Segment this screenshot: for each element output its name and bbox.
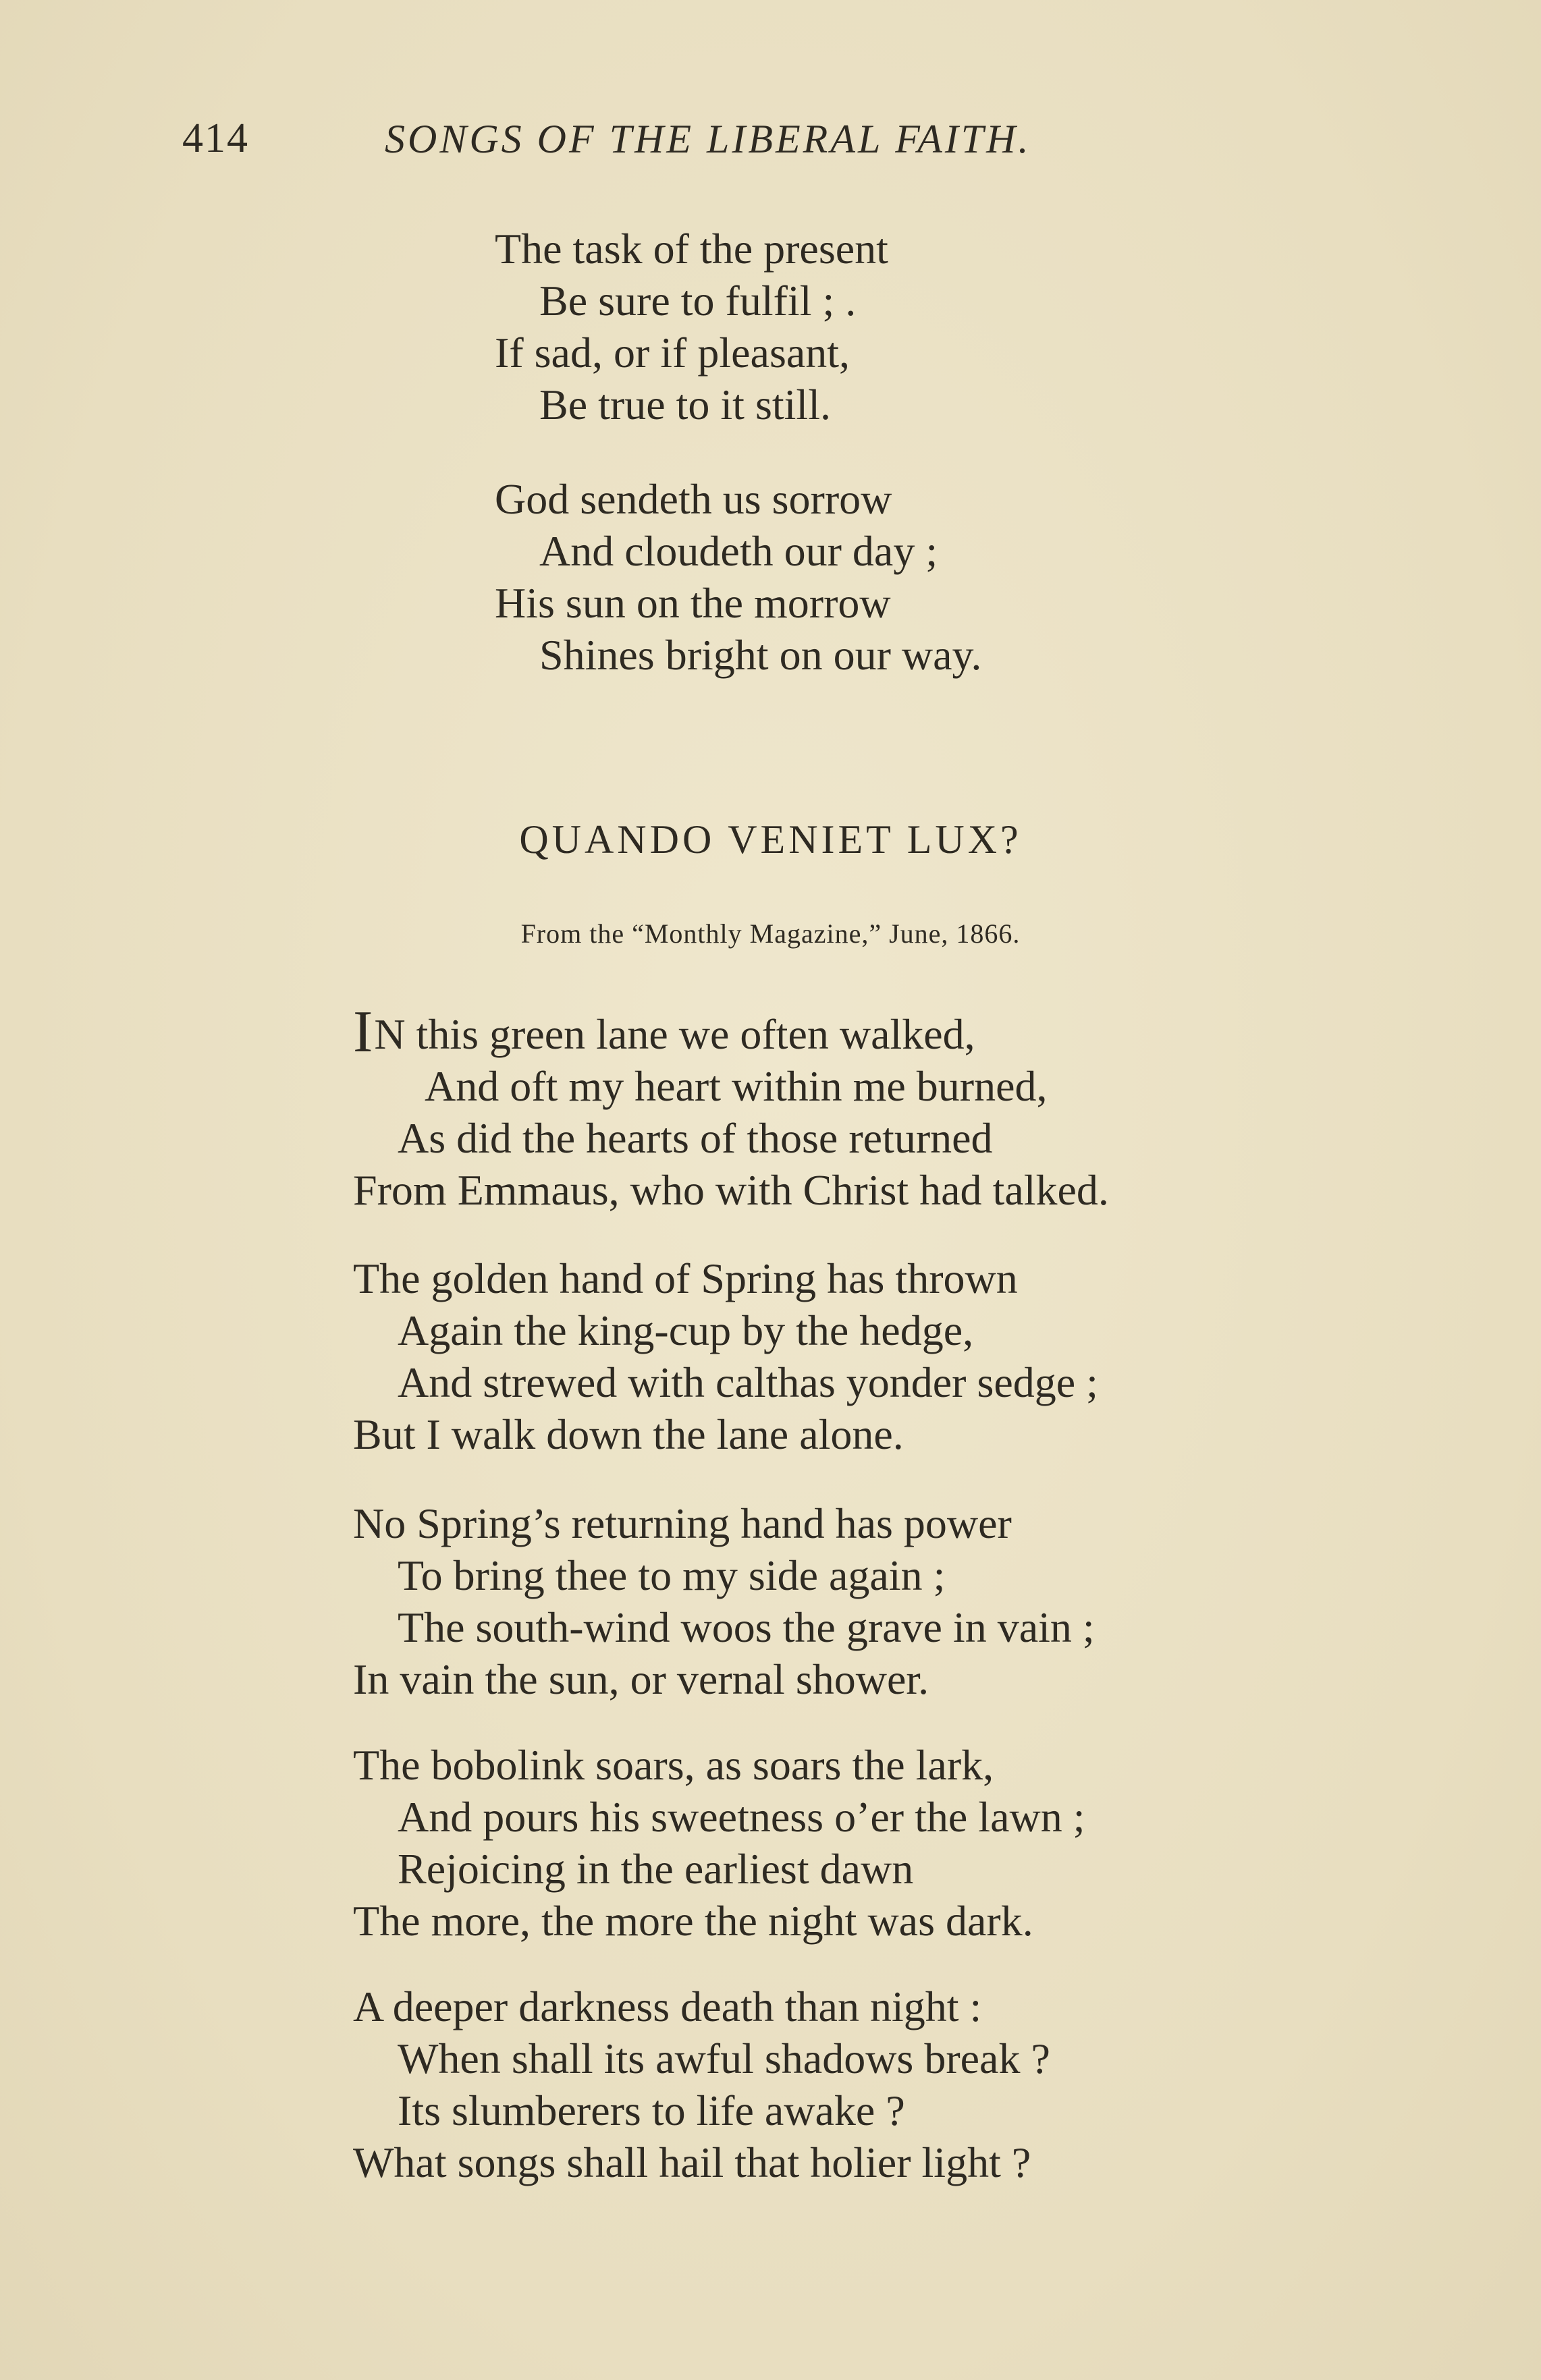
poem-stanza-2 — [353, 1252, 1098, 1460]
poem-line: In vain the sun, or vernal shower. — [353, 1655, 929, 1703]
poem-line: And pours his sweetness o’er the lawn ; — [398, 1793, 1085, 1841]
running-head — [182, 115, 1174, 169]
poem-stanza-3 — [353, 1497, 1095, 1705]
poem-line: From Emmaus, who with Christ had talked. — [353, 1166, 1109, 1214]
poem-line: Its slumberers to life awake ? — [398, 2086, 905, 2134]
page-number: 414 — [182, 115, 249, 161]
poem-attribution: From the “Monthly Magazine,” June, 1866. — [520, 918, 1021, 949]
poem-line: A deeper darkness death than night : — [353, 1983, 982, 2030]
poem-line: His sun on the morrow — [495, 579, 891, 627]
poem-line: The more, the more the night was dark. — [353, 1897, 1033, 1945]
poem-line: And cloudeth our day ; — [539, 527, 938, 575]
poem-line: No Spring’s returning hand has power — [353, 1499, 1012, 1547]
poem-line: If sad, or if pleasant, — [495, 329, 850, 377]
poem-line: Be sure to fulfil ; . — [539, 277, 857, 325]
poem-line: And strewed with calthas yonder sedge ; — [398, 1358, 1098, 1406]
drop-cap: I — [353, 999, 373, 1065]
poem-line: When shall its awful shadows break ? — [398, 2035, 1050, 2082]
previous-poem-stanza-1 — [495, 223, 888, 431]
book-title: SONGS OF THE LIBERAL FAITH. — [385, 117, 1031, 161]
poem-line: Again the king-cup by the hedge, — [398, 1306, 974, 1354]
poem-line-rest: N this green lane we often walked, — [374, 1010, 975, 1058]
poem-line: What songs shall hail that holier light ? — [353, 2138, 1031, 2186]
poem-line: Rejoicing in the earliest dawn — [398, 1845, 914, 1893]
poem-line-with-drop-cap — [353, 999, 1109, 1065]
poem-stanza-1 — [353, 999, 1109, 1216]
poem-line: The task of the present — [495, 225, 888, 273]
poem-line: The golden hand of Spring has thrown — [353, 1254, 1018, 1302]
poem-line: The south-wind woos the grave in vain ; — [398, 1603, 1095, 1651]
poem-line: As did the hearts of those returned — [398, 1114, 993, 1162]
poem-line: To bring thee to my side again ; — [398, 1551, 946, 1599]
poem-stanza-4 — [353, 1739, 1085, 1947]
poem-stanza-5 — [353, 1981, 1050, 2188]
poem-line: Shines bright on our way. — [539, 631, 982, 679]
poem-line: The bobolink soars, as soars the lark, — [353, 1741, 994, 1789]
previous-poem-stanza-2 — [495, 473, 981, 681]
poem-line: And oft my heart within me burned, — [425, 1062, 1048, 1110]
poem-line: But I walk down the lane alone. — [353, 1410, 904, 1458]
poem-line: God sendeth us sorrow — [495, 475, 892, 523]
poem-line: Be true to it still. — [539, 381, 831, 428]
poem-title: QUANDO VENIET LUX? — [519, 817, 1022, 862]
